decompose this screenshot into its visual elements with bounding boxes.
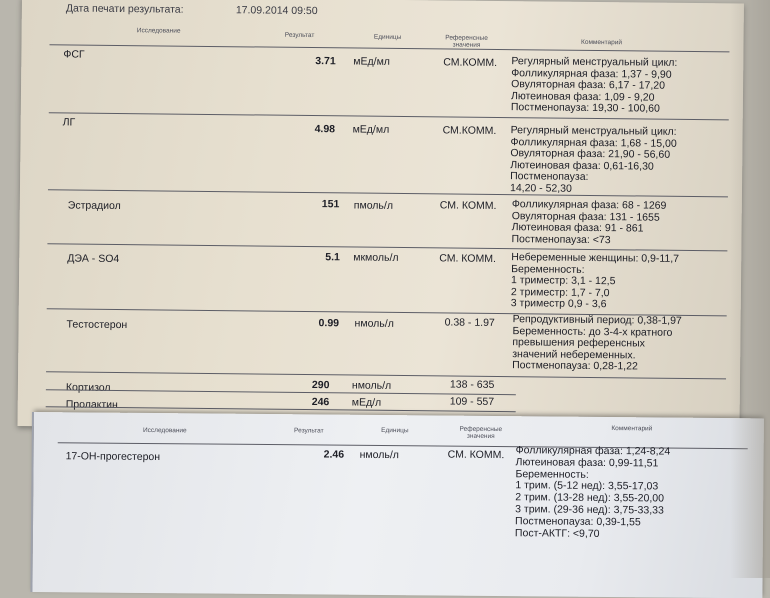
row-estradiol-result: 151: [321, 198, 340, 211]
row-fsh-result: 3.71: [315, 55, 336, 68]
row-testosterone-reference: 0.38 - 1.97: [444, 316, 495, 329]
row-cortisol-reference: 138 - 635: [449, 378, 495, 391]
header-test: Исследование: [142, 426, 187, 435]
header-reference: Референсные значения: [445, 34, 488, 49]
row-prolactin-units: мЕд/л: [351, 396, 382, 409]
header-reference: Референсные значения: [459, 425, 503, 441]
row-prolactin-result: 246: [311, 396, 330, 409]
header-units: Единицы: [381, 427, 409, 435]
row-testosterone-result: 0.99: [318, 317, 340, 330]
row-estradiol-name: Эстрадиол: [67, 199, 121, 213]
row-lh-result: 4.98: [314, 123, 336, 136]
row-dhea-reference: СМ. КОММ.: [439, 252, 496, 265]
row-fsh-name: ФСГ: [63, 48, 85, 61]
header-test: Исследование: [136, 27, 181, 35]
report-page-1: [17, 0, 743, 434]
header-comment: Комментарий: [581, 38, 623, 47]
row-17oh-progesterone-reference: СМ. КОММ.: [447, 448, 505, 462]
row-cortisol-result: 290: [311, 379, 330, 392]
header-comment: Комментарий: [611, 425, 653, 433]
row-lh-name: ЛГ: [62, 116, 76, 129]
row-prolactin-name: Пролактин: [65, 398, 118, 412]
row-dhea-comment: Небеременные женщины: 0,9-11,7 Беременность: 1 триместр: 3,1 - 12,5 2 триместр: 1,7 - 7,0 3 триместр 0,9 - 3,6: [510, 251, 680, 311]
row-prolactin-reference: 109 - 557: [449, 395, 495, 408]
row-dhea-units: мкмоль/л: [353, 251, 399, 264]
row-estradiol-reference: СМ. КОММ.: [439, 199, 497, 212]
row-fsh-comment: Регулярный менструальный цикл: Фолликулярная фаза: 1,37 - 9,90 Овуляторная фаза: 6,17 - 17,20 Лютеиновая фаза: 1,09 - 9,20 Постменопауза: 19,30 - 100,60: [510, 55, 678, 116]
row-divider: [46, 389, 516, 395]
row-estradiol-units: пмоль/л: [353, 199, 394, 212]
row-dhea-result: 5.1: [325, 251, 340, 264]
row-fsh-units: мЕд/мл: [353, 55, 391, 68]
row-17oh-progesterone-name: 17-ОН-прогестерон: [65, 450, 161, 464]
row-17oh-progesterone-units: нмоль/л: [359, 448, 399, 462]
row-testosterone-name: Тестостерон: [66, 318, 128, 332]
row-fsh-reference: СМ.КОММ.: [443, 56, 498, 69]
header-result: Результат: [294, 427, 324, 435]
print-date-label: Дата печати результата:: [65, 2, 184, 16]
row-estradiol-comment: Фолликулярная фаза: 68 - 1269 Овуляторная фаза: 131 - 1655 Лютеиновая фаза: 91 - 861 Постменопауза: <73: [511, 198, 667, 246]
row-dhea-name: ДЭА - SO4: [67, 252, 120, 266]
row-lh-units: мЕд/мл: [352, 123, 390, 136]
header-result: Результат: [284, 31, 315, 40]
row-17oh-progesterone-result: 2.46: [323, 448, 345, 461]
row-testosterone-units: нмоль/л: [354, 317, 394, 330]
report-page-2: [32, 412, 764, 598]
print-date-value: 17.09.2014 09:50: [235, 4, 318, 18]
row-cortisol-name: Кортизол: [65, 381, 111, 394]
row-17oh-progesterone-comment: Фолликулярная фаза: 1,24-8,24 Лютеиновая фаза: 0,99-11,51 Беременность: 1 трим. (5-12 нед): 3,55-17,03 2 трим. (13-28 нед): 3,55-20,00 3 трим. (29-36 нед): 3,75-33,33 Постменопауза: 0,39-1,55 Пост-АКТГ: <9,70: [514, 444, 671, 540]
row-lh-comment: Регулярный менструальный цикл: Фолликулярная фаза: 1,68 - 15,00 Овуляторная фаза: 21,90 - 56,60 Лютеиновая фаза: 0,61-16,30 Постменопауза: 14,20 - 52,30: [509, 124, 677, 195]
row-lh-reference: СМ.КОММ.: [442, 124, 497, 137]
row-cortisol-units: нмоль/л: [351, 379, 392, 392]
page-edge: [30, 412, 34, 592]
header-units: Единицы: [373, 33, 402, 41]
row-testosterone-comment: Репродуктивный период: 0,38-1,97 Беременность: до 3-4-х кратного превышения референсных значений небеременных. Постменопауза: 0,28-1,22: [512, 313, 682, 373]
